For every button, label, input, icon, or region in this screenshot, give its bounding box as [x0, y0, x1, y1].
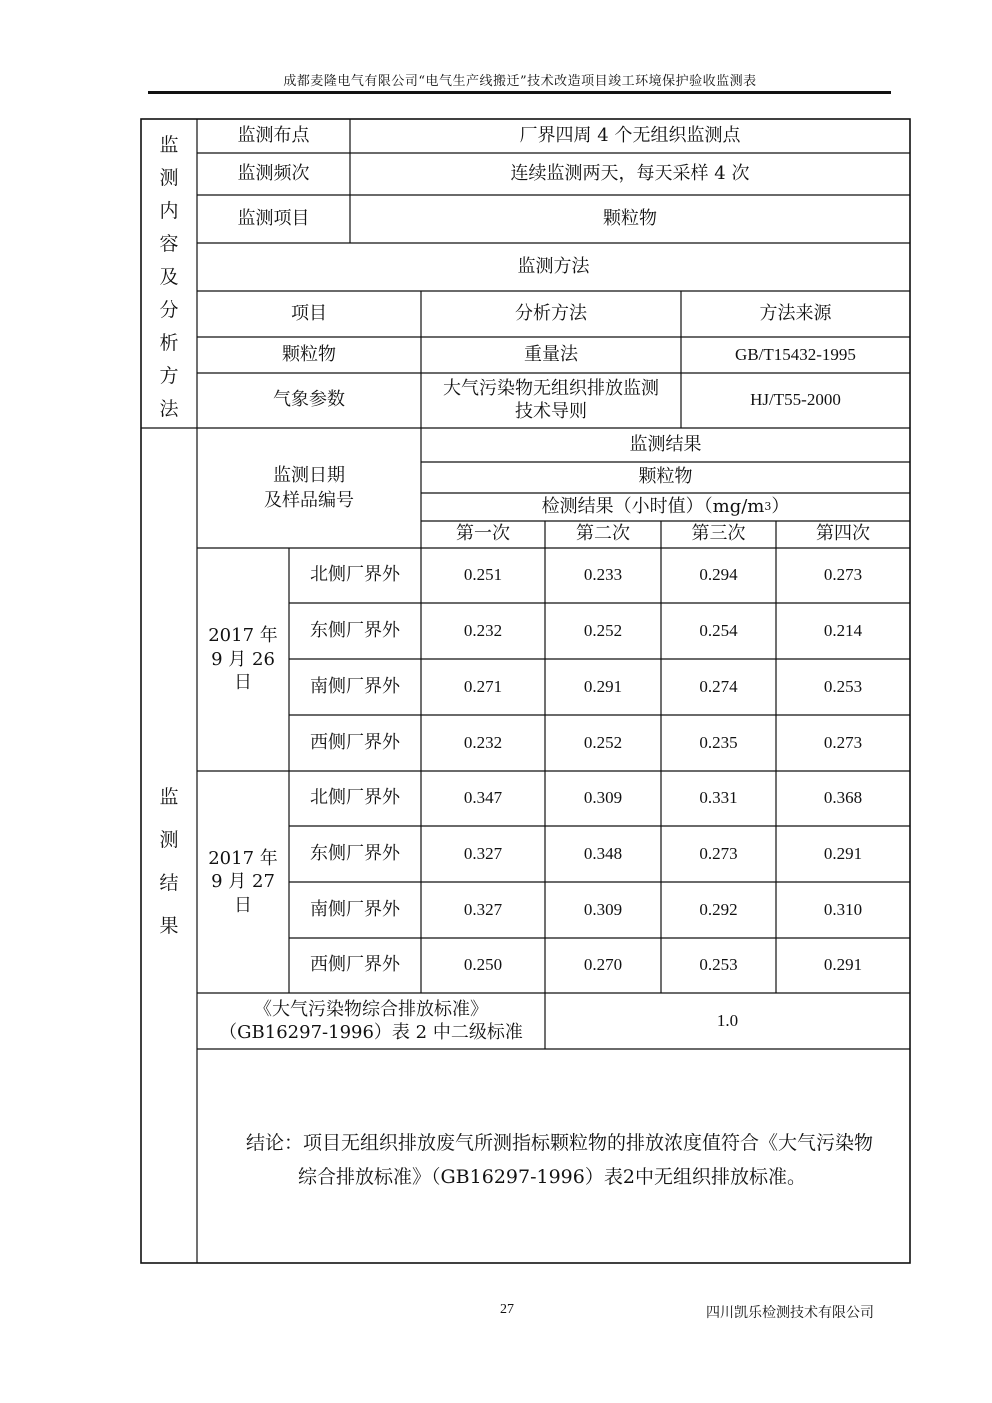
value-cell: 0.310 [823, 899, 863, 919]
date-line: 2017 年 [208, 625, 278, 647]
conclusion-line: 综合排放标准》（GB16297-1996）表2中无组织排放标准。 [298, 1166, 806, 1188]
value-cell: 0.291 [823, 843, 863, 863]
value-cell: 0.235 [699, 732, 738, 752]
result-header: 监测结果 [629, 433, 702, 455]
row-value-points: 厂界四周 4 个无组织监测点 [519, 124, 741, 146]
row-value-item: 颗粒物 [603, 207, 657, 229]
site-label: 南侧厂界外 [310, 675, 400, 697]
row-label-item: 监测项目 [237, 207, 310, 229]
label-char: 法 [159, 398, 179, 420]
value-cell: 0.253 [823, 676, 863, 696]
value-cell: 0.331 [699, 788, 738, 808]
value-cell: 0.327 [463, 843, 503, 863]
date-header-line: 及样品编号 [264, 490, 354, 511]
row-label-points: 监测布点 [237, 124, 310, 146]
date-line: 日 [234, 894, 252, 916]
label-char: 析 [159, 332, 179, 354]
label-char: 容 [159, 233, 179, 255]
value-cell: 0.233 [583, 565, 623, 585]
date-line: 9 月 26 [211, 648, 275, 670]
method-item: 颗粒物 [282, 343, 336, 365]
value-cell: 0.273 [823, 732, 863, 752]
unit-sup: 3 [764, 499, 772, 513]
document-header-title: 成都麦隆电气有限公司“电气生产线搬迁”技术改造项目竣工环境保护验收监测表 [283, 74, 757, 89]
unit-close: ） [771, 495, 790, 517]
method-method: 重量法 [524, 343, 578, 365]
unit-header [421, 493, 910, 521]
conclusion-line: 结论：项目无组织排放废气所测指标颗粒物的排放浓度值符合《大气污染物 [246, 1132, 874, 1154]
col-header-4: 第四次 [816, 523, 870, 545]
value-cell: 0.368 [823, 788, 863, 808]
value-cell: 0.271 [463, 676, 503, 696]
value-cell: 0.292 [699, 899, 738, 919]
date-sample-header [197, 428, 421, 548]
method-header-method: 分析方法 [515, 302, 587, 324]
method-header-source: 方法来源 [759, 302, 832, 324]
method-header-item: 项目 [291, 302, 327, 324]
unit-label: 检测结果（小时值）（mg/m [541, 495, 765, 517]
col-header-2: 第二次 [576, 523, 630, 545]
site-label: 西侧厂界外 [310, 731, 400, 753]
date-cell-day2 [197, 771, 289, 993]
label-char: 果 [159, 915, 179, 937]
site-label: 西侧厂界外 [310, 954, 400, 976]
row-label-frequency: 监测频次 [237, 162, 310, 184]
method-method-line: 大气污染物无组织排放监测 [443, 378, 659, 399]
value-cell: 0.273 [699, 843, 738, 863]
footer-company: 四川凯乐检测技术有限公司 [706, 1305, 874, 1321]
label-char: 测 [159, 829, 179, 851]
date-line: 日 [234, 672, 252, 694]
standard-label [197, 993, 545, 1049]
value-cell: 0.327 [463, 899, 503, 919]
page-number: 27 [500, 1302, 514, 1317]
conclusion-text [246, 1126, 906, 1194]
section-label-method [141, 130, 197, 421]
value-cell: 0.274 [699, 676, 738, 696]
date-header-line: 监测日期 [273, 464, 345, 486]
value-cell: 0.232 [463, 732, 503, 752]
value-cell: 0.270 [583, 955, 623, 975]
col-header-1: 第一次 [456, 523, 510, 545]
method-item: 气象参数 [273, 389, 345, 411]
method-method [421, 373, 681, 428]
site-label: 北侧厂界外 [310, 564, 400, 586]
value-cell: 0.347 [463, 788, 503, 808]
method-source: GB/T15432-1995 [735, 344, 856, 364]
col-header-3: 第三次 [691, 523, 746, 545]
value-cell: 0.309 [583, 788, 623, 808]
label-char: 监 [159, 786, 179, 808]
label-char: 测 [159, 167, 179, 189]
site-label: 南侧厂界外 [310, 898, 400, 920]
date-cell-day1 [197, 548, 289, 771]
row-value-frequency: 连续监测两天，每天采样 4 次 [510, 162, 750, 184]
method-method-line: 技术导则 [515, 400, 587, 422]
method-source: HJ/T55-2000 [750, 390, 841, 410]
value-cell: 0.294 [699, 565, 738, 585]
pollutant-header: 颗粒物 [638, 466, 693, 488]
value-cell: 0.291 [823, 955, 863, 975]
date-line: 9 月 27 [211, 871, 275, 893]
value-cell: 0.214 [823, 620, 863, 640]
label-char: 分 [159, 299, 179, 321]
value-cell: 0.250 [463, 955, 503, 975]
label-char: 监 [159, 134, 179, 156]
value-cell: 0.251 [463, 565, 503, 585]
value-cell: 0.253 [699, 955, 738, 975]
value-cell: 0.291 [583, 676, 623, 696]
standard-line: （GB16297-1996）表 2 中二级标准 [219, 1022, 523, 1043]
site-label: 东侧厂界外 [310, 842, 400, 864]
site-label: 东侧厂界外 [310, 619, 400, 641]
value-cell: 0.252 [583, 732, 623, 752]
label-char: 方 [159, 365, 179, 387]
value-cell: 0.254 [699, 620, 738, 640]
value-cell: 0.273 [823, 565, 863, 585]
label-char: 内 [159, 200, 179, 222]
site-label: 北侧厂界外 [310, 787, 400, 809]
value-cell: 0.232 [463, 620, 503, 640]
section-label-results [141, 782, 197, 938]
date-line: 2017 年 [208, 847, 278, 869]
value-cell: 0.309 [583, 899, 623, 919]
label-char: 及 [159, 266, 179, 288]
label-char: 结 [159, 872, 179, 894]
value-cell: 0.348 [583, 843, 623, 863]
standard-value: 1.0 [716, 1010, 739, 1030]
value-cell: 0.252 [583, 620, 623, 640]
method-title: 监测方法 [517, 255, 590, 277]
standard-line: 《大气污染物综合排放标准》 [254, 998, 488, 1020]
